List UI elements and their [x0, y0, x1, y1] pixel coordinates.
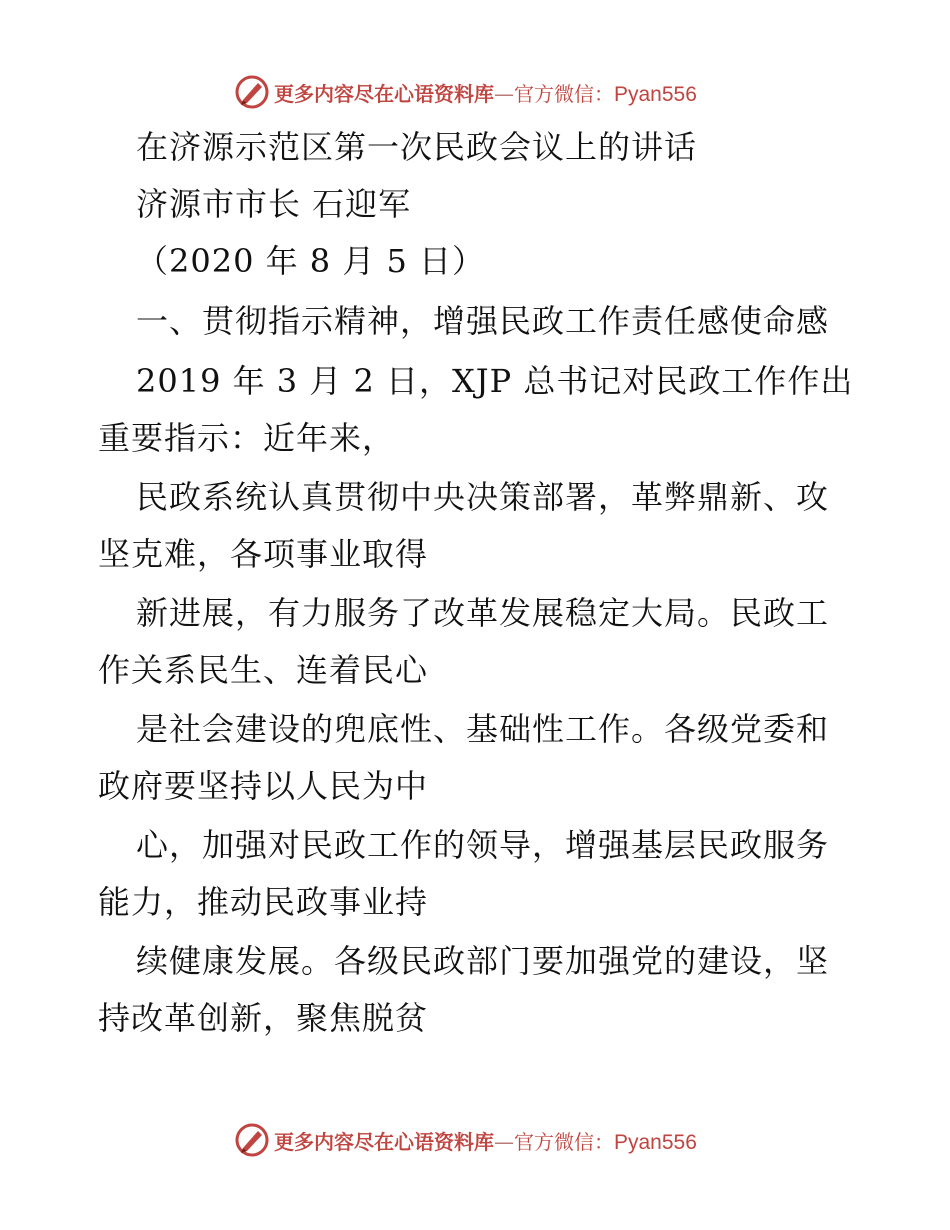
watermark-separator: — [494, 81, 514, 106]
watermark-wechat-id: Pyan556 [614, 82, 697, 106]
watermark-separator: — [494, 1129, 514, 1154]
paragraph-line: 心，加强对民政工作的领导，增强基层民政服务 [136, 826, 830, 864]
paragraph-line: 重要指示：近年来， [98, 419, 396, 457]
paragraph-line: 坚克难，各项事业取得 [98, 535, 429, 573]
pen-circle-logo-icon [234, 1122, 270, 1158]
paragraph-line: 政府要坚持以人民为中 [98, 767, 429, 805]
paragraph-line: 续健康发展。各级民政部门要加强党的建设，坚 [136, 942, 830, 980]
paragraph-line: 2019 年 3 月 2 日，XJP 总书记对民政工作作出 [136, 362, 854, 400]
paragraph-line: 持改革创新，聚焦脱贫 [98, 999, 429, 1037]
paragraph-line: 作关系民生、连着民心 [98, 651, 429, 689]
section-heading: 一、贯彻指示精神，增强民政工作责任感使命感 [136, 302, 830, 340]
paragraph-line: 民政系统认真贯彻中央决策部署，革弊鼎新、攻 [136, 478, 830, 516]
paragraph-line: 新进展，有力服务了改革发展稳定大局。民政工 [136, 594, 830, 632]
paragraph-line: 能力，推动民政事业持 [98, 883, 429, 921]
document-title: 在济源示范区第一次民政会议上的讲话 [136, 128, 698, 166]
watermark-top [234, 72, 697, 112]
speaker-line: 济源市市长 石迎军 [136, 185, 412, 223]
paragraph-line: 是社会建设的兜底性、基础性工作。各级党委和 [136, 710, 830, 748]
watermark-slogan: 更多内容尽在心语资料库 [274, 81, 494, 106]
watermark-wechat-id: Pyan556 [614, 1130, 697, 1154]
watermark-official-label: 官方微信： [514, 1129, 614, 1154]
watermark-slogan: 更多内容尽在心语资料库 [274, 1129, 494, 1154]
watermark-bottom [234, 1120, 697, 1160]
date-line: （2020 年 8 月 5 日） [136, 242, 486, 280]
pen-circle-logo-icon [234, 74, 270, 110]
watermark-official-label: 官方微信： [514, 81, 614, 106]
